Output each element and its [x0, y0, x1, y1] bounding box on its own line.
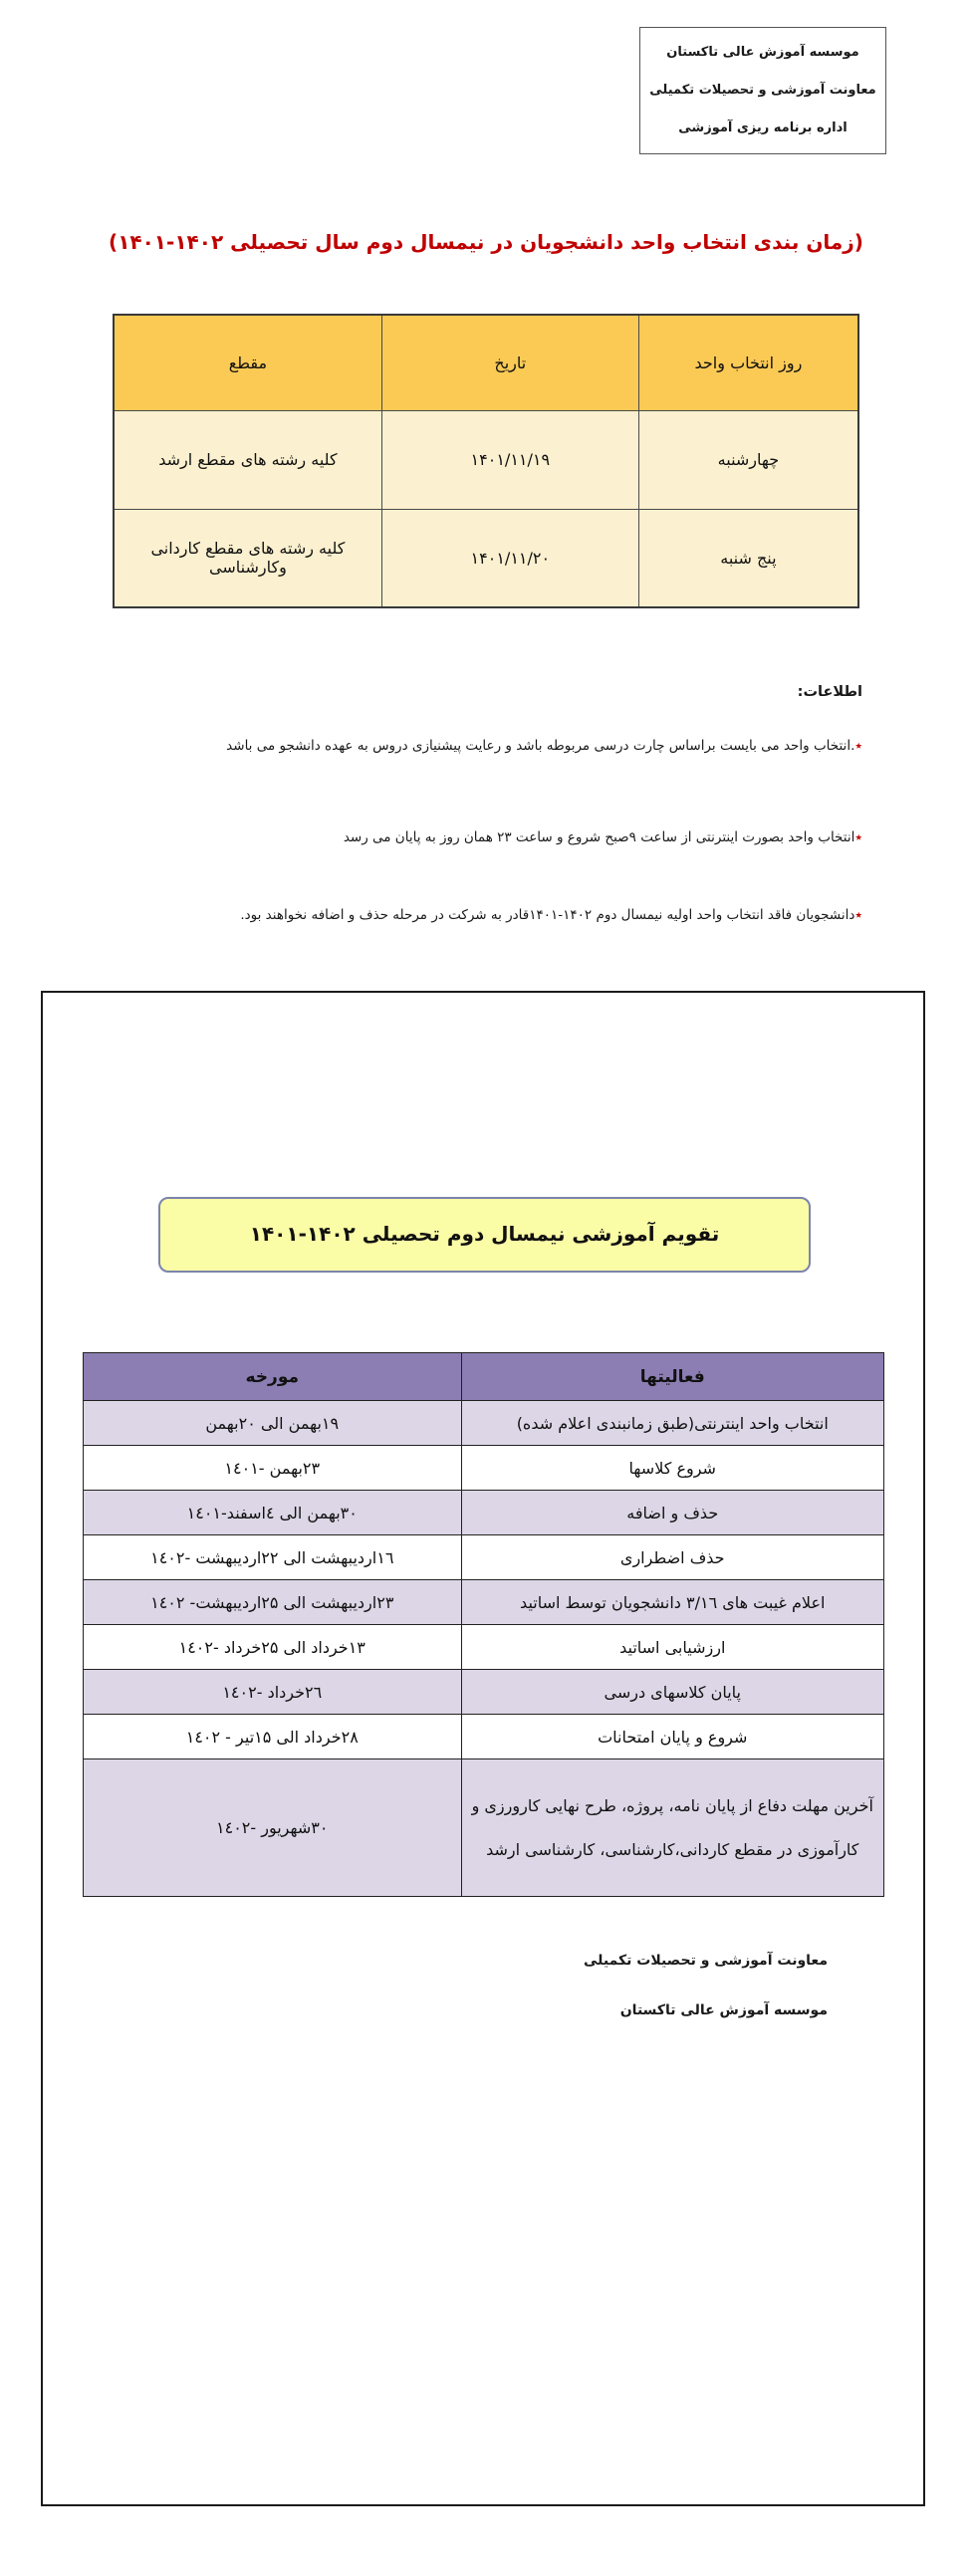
calendar-when: ۳۰بهمن الی ٤اسفند-۱٤۰۱: [84, 1491, 462, 1535]
calendar-page-box: [41, 991, 925, 2506]
table-row: [84, 1401, 884, 1446]
table-row: [84, 1625, 884, 1670]
letterhead-line-1: موسسه آموزش عالی تاکستان: [666, 45, 859, 60]
calendar-when: ۱۹بهمن الی ۲۰بهمن: [84, 1401, 462, 1446]
calendar-activity: حذف اضطراری: [461, 1535, 884, 1580]
calendar-when: ۱٦اردیبهشت الی ۲۲اردیبهشت -۱٤۰۲: [84, 1535, 462, 1580]
calendar-activity: ارزشیابی اساتید: [461, 1625, 884, 1670]
letterhead-box: [639, 27, 886, 154]
calendar-when: ۳۰شهریور -۱٤۰۲: [84, 1759, 462, 1897]
calendar-when: ۲۸خرداد الی ۱۵تیر - ۱٤۰۲: [84, 1715, 462, 1759]
calendar-activity: انتخاب واحد اینترنتی(طبق زمانبندی اعلام شده): [461, 1401, 884, 1446]
asterisk-icon: ٭: [854, 907, 862, 923]
table-row: [114, 509, 858, 607]
info-item: [60, 736, 862, 756]
calendar-table: [83, 1352, 884, 1897]
calendar-activity: شروع و پایان امتحانات: [461, 1715, 884, 1759]
asterisk-icon: ٭: [854, 738, 862, 754]
table-row: [84, 1670, 884, 1715]
info-item: [60, 827, 862, 847]
calendar-when: ۲٦خرداد -۱٤۰۲: [84, 1670, 462, 1715]
calendar-activity: شروع کلاسها: [461, 1446, 884, 1491]
schedule-header-row: [114, 315, 858, 410]
asterisk-icon: ٭: [854, 829, 862, 845]
table-row: [84, 1759, 884, 1897]
table-row: [84, 1535, 884, 1580]
schedule-table: [113, 314, 859, 608]
info-item-text: .انتخاب واحد می بایست براساس چارت درسی مربوطه باشد و رعایت پیشنیازی دروس به عهده دانشجو می باشد: [226, 738, 855, 754]
schedule-date: ۱۴۰۱/۱۱/۲۰: [381, 509, 638, 607]
table-row: [114, 410, 858, 509]
calendar-title: تقویم آموزشی نیمسال دوم تحصیلی ۱۴۰۲-۱۴۰۱: [158, 1197, 811, 1273]
letterhead-line-3: اداره برنامه ریزی آموزشی: [678, 120, 848, 135]
info-section: [60, 684, 862, 925]
signature-line-1: معاونت آموزشی و تحصیلات تکمیلی: [584, 1953, 828, 1969]
calendar-when: ۱۳خرداد الی ۲۵خرداد -۱٤۰۲: [84, 1625, 462, 1670]
schedule-level: کلیه رشته های مقطع ارشد: [114, 410, 381, 509]
schedule-date: ۱۴۰۱/۱۱/۱۹: [381, 410, 638, 509]
info-heading: اطلاعات:: [797, 684, 862, 700]
table-row: [84, 1446, 884, 1491]
calendar-header-activity: فعالیتها: [461, 1353, 884, 1401]
calendar-activity: آخرین مهلت دفاع از پایان نامه، پروژه، طرح نهایی کارورزی و کارآموزی در مقطع کاردانی،کارشناسی، کارشناسی ارشد: [461, 1759, 884, 1897]
letterhead-line-2: معاونت آموزشی و تحصیلات تکمیلی: [649, 83, 876, 98]
signature-line-2: موسسه آموزش عالی تاکستان: [619, 2002, 828, 2018]
info-item-text: انتخاب واحد بصورت اینترنتی از ساعت ۹صبح شروع و ساعت ۲۳ همان روز به پایان می رسد: [343, 829, 855, 845]
schedule-day: چهارشنبه: [638, 410, 858, 509]
table-row: [84, 1491, 884, 1535]
calendar-header-when: مورخه: [84, 1353, 462, 1401]
schedule-day: پنج شنبه: [638, 509, 858, 607]
page-title: (زمان بندی انتخاب واحد دانشجویان در نیمسال دوم سال تحصیلی ۱۴۰۲-۱۴۰۱): [109, 230, 863, 254]
schedule-level: کلیه رشته های مقطع کاردانی وکارشناسی: [114, 509, 381, 607]
table-row: [84, 1580, 884, 1625]
calendar-when: ۲۳بهمن -۱٤۰۱: [84, 1446, 462, 1491]
calendar-activity: پایان کلاسهای درسی: [461, 1670, 884, 1715]
schedule-header-level: مقطع: [114, 315, 381, 410]
calendar-activity: اعلام غیبت های ۳/۱٦ دانشجویان توسط اساتید: [461, 1580, 884, 1625]
info-item: [60, 905, 862, 925]
calendar-activity: حذف و اضافه: [461, 1491, 884, 1535]
schedule-header-day: روز انتخاب واحد: [638, 315, 858, 410]
calendar-when: ۲۳اردیبهشت الی ۲۵اردیبهشت- ۱٤۰۲: [84, 1580, 462, 1625]
table-row: [84, 1715, 884, 1759]
signature-block: [539, 1951, 828, 2020]
schedule-header-date: تاریخ: [381, 315, 638, 410]
calendar-header-row: [84, 1353, 884, 1401]
info-item-text: دانشجویان فاقد انتخاب واحد اولیه نیمسال دوم ۱۴۰۲-۱۴۰۱قادر به شرکت در مرحله حذف و اضافه نخواهند بود.: [240, 907, 855, 923]
